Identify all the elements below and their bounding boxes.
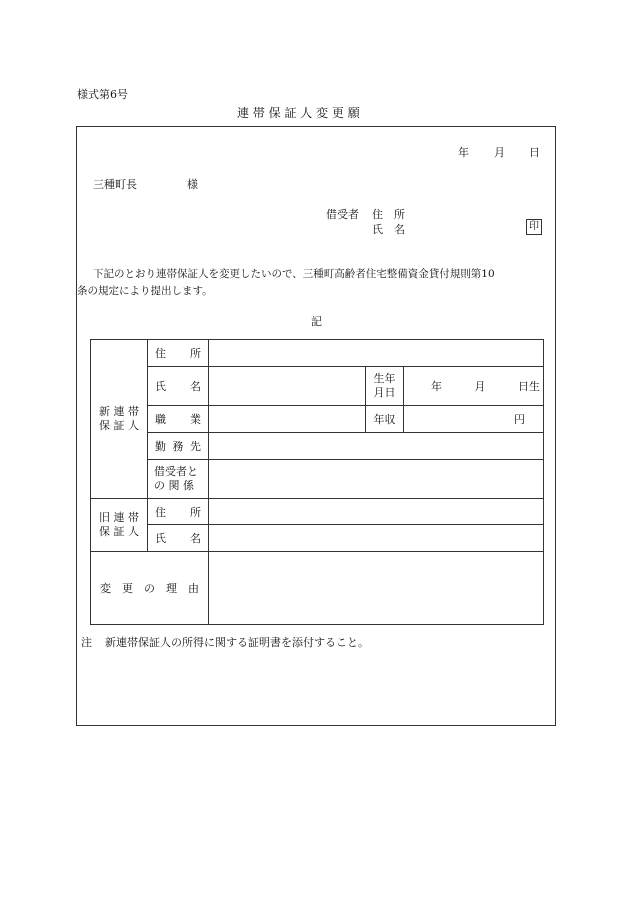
- note-text: 新連帯保証人の所得に関する証明書を添付すること。: [105, 636, 369, 649]
- body-text-line1: 下記のとおり連帯保証人を変更したいので、三種町高齢者住宅整備資金貸付規則第10: [93, 268, 495, 280]
- date-month: 月: [494, 146, 505, 159]
- currency-unit: 円: [514, 413, 525, 426]
- old-name-label: 氏 名: [148, 525, 209, 552]
- reason-label: 変 更 の 理 由: [91, 552, 209, 625]
- honorific: 様: [187, 178, 198, 191]
- old-guarantor-label: 旧 連 帯 保 証 人: [91, 499, 148, 552]
- page-title: 連 帯 保 証 人 変 更 願: [237, 106, 360, 120]
- date-year: 年: [458, 146, 469, 159]
- workplace-field[interactable]: [209, 433, 544, 460]
- new-name-label: 氏 名: [148, 367, 209, 406]
- relation-label: 借受者と の 関 係: [148, 460, 209, 499]
- workplace-label: 勤 務 先: [148, 433, 209, 460]
- body-text-line2: 条の規定により提出します。: [77, 285, 213, 297]
- applicant-address-label: 住 所: [372, 208, 405, 221]
- old-address-field[interactable]: [209, 499, 544, 525]
- relation-field[interactable]: [209, 460, 544, 499]
- date-day: 日: [529, 146, 540, 159]
- ki-heading: 記: [311, 315, 322, 328]
- new-address-field[interactable]: [209, 340, 544, 367]
- new-guarantor-label: 新 連 帯 保 証 人: [91, 340, 148, 499]
- reason-field[interactable]: [209, 552, 544, 625]
- birth-label: 生年 月日: [366, 367, 404, 406]
- old-address-label: 住 所: [148, 499, 209, 525]
- occupation-label: 職 業: [148, 406, 209, 433]
- new-address-label: 住 所: [148, 340, 209, 367]
- old-name-field[interactable]: [209, 525, 544, 552]
- income-field[interactable]: [404, 406, 544, 433]
- applicant-name-label: 氏 名: [372, 223, 405, 236]
- note-prefix: 注: [81, 636, 92, 649]
- occupation-field[interactable]: [209, 406, 366, 433]
- income-label: 年収: [366, 406, 404, 433]
- form-number: 様式第6号: [77, 88, 128, 101]
- seal-mark: [526, 219, 542, 235]
- addressee: 三種町長: [93, 178, 137, 191]
- guarantor-table: [90, 339, 544, 625]
- new-name-field[interactable]: [209, 367, 366, 406]
- applicant-role: 借受者: [326, 208, 359, 221]
- birth-field[interactable]: 年 月 日生: [404, 367, 544, 406]
- seal-icon: 印: [526, 219, 542, 235]
